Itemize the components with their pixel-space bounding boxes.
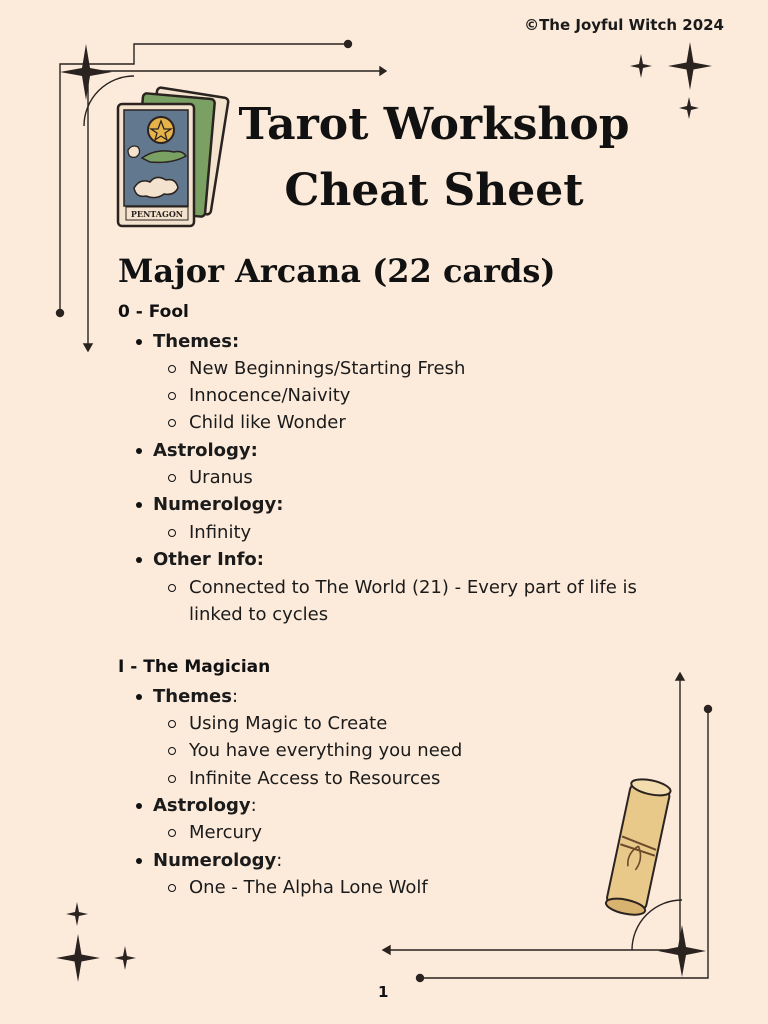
list-item xyxy=(153,546,264,573)
list-item: Child like Wonder xyxy=(189,409,346,436)
list-item: Numerology: xyxy=(153,847,282,874)
list-item: New Beginnings/Starting Fresh xyxy=(189,355,465,382)
section-title: Major Arcana (22 cards) xyxy=(118,252,556,290)
page-number: 1 xyxy=(378,983,389,1001)
list-item: One - The Alpha Lone Wolf xyxy=(189,874,428,901)
list-item xyxy=(153,491,283,518)
list-item xyxy=(153,328,239,355)
list-item xyxy=(153,437,258,464)
list-item: Infinite Access to Resources xyxy=(189,765,440,792)
star-icon xyxy=(658,925,706,977)
magician-themes-label: Themes xyxy=(153,686,232,707)
title-line-2: Cheat Sheet xyxy=(284,165,584,216)
fool-astrology-label: Astrology: xyxy=(153,440,258,461)
list-item: Mercury xyxy=(189,819,262,846)
star-icon xyxy=(60,44,112,100)
list-item: You have everything you need xyxy=(189,737,462,764)
page-title xyxy=(234,92,634,224)
star-icon xyxy=(630,54,652,78)
star-icon xyxy=(66,902,88,926)
fool-themes-label: Themes: xyxy=(153,331,240,352)
magician-astrology-label: Astrology xyxy=(153,795,251,816)
star-icon xyxy=(679,97,699,119)
list-item: Using Magic to Create xyxy=(189,710,387,737)
list-item: Uranus xyxy=(189,464,253,491)
fool-other-line-1: Connected to The World (21) - Every part of life is xyxy=(189,577,637,598)
fool-other-line-2: linked to cycles xyxy=(189,604,329,626)
list-item xyxy=(189,574,637,629)
list-item: Astrology: xyxy=(153,792,257,819)
list-item: Innocence/Naivity xyxy=(189,382,350,409)
scroll-icon xyxy=(605,776,672,917)
title-line-1: Tarot Workshop xyxy=(238,99,630,150)
fool-heading: 0 - Fool xyxy=(118,302,189,322)
tarot-cards-icon xyxy=(118,87,229,226)
star-icon xyxy=(114,946,136,970)
list-item: Infinity xyxy=(189,519,251,546)
card-illustration-label: PENTAGON xyxy=(130,209,184,219)
list-item: Themes: xyxy=(153,683,238,710)
star-icon xyxy=(668,42,712,90)
magician-numerology-label: Numerology xyxy=(153,850,277,871)
fool-other-label: Other Info: xyxy=(153,549,264,570)
magician-heading: I - The Magician xyxy=(118,657,271,677)
star-icon xyxy=(56,934,100,982)
fool-numerology-label: Numerology: xyxy=(153,494,284,515)
copyright-text: ©The Joyful Witch 2024 xyxy=(524,16,724,34)
